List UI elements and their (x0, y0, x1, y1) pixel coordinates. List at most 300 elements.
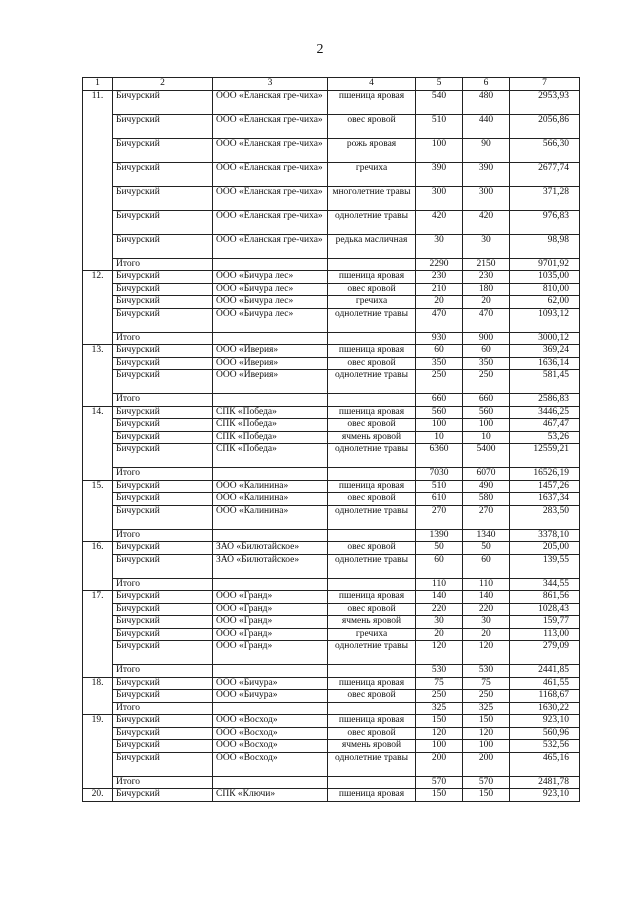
crop-cell: овес яровой (328, 114, 416, 138)
area-planned-cell: 10 (416, 431, 463, 444)
district-cell: Бичурский (113, 603, 213, 616)
crop-cell: гречиха (328, 162, 416, 186)
table-row (83, 296, 580, 309)
table-row (83, 431, 580, 444)
page-number: 2 (316, 42, 324, 57)
table-row (83, 114, 580, 138)
organization-cell: ООО «Еланская гре-чиха» (213, 234, 328, 258)
table-row (83, 740, 580, 753)
total-area-actual-cell: 530 (463, 665, 510, 678)
district-cell: Бичурский (113, 90, 213, 114)
area-planned-cell: 220 (416, 603, 463, 616)
total-label-cell: Итого (113, 578, 213, 591)
crop-cell: пшеница яровая (328, 345, 416, 358)
area-actual-cell: 180 (463, 283, 510, 296)
table-row (83, 505, 580, 529)
total-row (83, 258, 580, 271)
area-planned-cell: 30 (416, 616, 463, 629)
area-actual-cell: 20 (463, 628, 510, 641)
area-actual-cell: 490 (463, 480, 510, 493)
district-cell: Бичурский (113, 271, 213, 284)
header-cell: 4 (328, 78, 416, 91)
empty-cell (328, 578, 416, 591)
district-cell: Бичурский (113, 308, 213, 332)
header-row (83, 78, 580, 91)
crop-cell: пшеница яровая (328, 271, 416, 284)
row-number-cell: 13. (83, 345, 113, 407)
empty-cell (213, 468, 328, 481)
empty-cell (328, 468, 416, 481)
area-planned-cell: 230 (416, 271, 463, 284)
total-area-actual-cell: 2150 (463, 258, 510, 271)
area-actual-cell: 5400 (463, 444, 510, 468)
area-actual-cell: 50 (463, 542, 510, 555)
district-cell: Бичурский (113, 591, 213, 604)
district-cell: Бичурский (113, 727, 213, 740)
table-row (83, 90, 580, 114)
table-row (83, 715, 580, 728)
total-area-actual-cell: 325 (463, 702, 510, 715)
area-actual-cell: 30 (463, 616, 510, 629)
area-actual-cell: 580 (463, 493, 510, 506)
amount-cell: 810,00 (510, 283, 580, 296)
amount-cell: 2056,86 (510, 114, 580, 138)
crop-cell: однолетние травы (328, 505, 416, 529)
district-cell: Бичурский (113, 505, 213, 529)
area-actual-cell: 30 (463, 234, 510, 258)
amount-cell: 923,10 (510, 715, 580, 728)
area-planned-cell: 100 (416, 419, 463, 432)
crop-cell: пшеница яровая (328, 480, 416, 493)
amount-cell: 369,24 (510, 345, 580, 358)
amount-cell: 62,00 (510, 296, 580, 309)
empty-cell (328, 332, 416, 345)
organization-cell: ООО «Восход» (213, 727, 328, 740)
amount-cell: 371,28 (510, 186, 580, 210)
organization-cell: СПК «Победа» (213, 406, 328, 419)
empty-cell (213, 702, 328, 715)
organization-cell: ООО «Бичура» (213, 677, 328, 690)
table-row (83, 727, 580, 740)
total-row (83, 665, 580, 678)
total-amount-cell: 2586,83 (510, 394, 580, 407)
area-planned-cell: 150 (416, 715, 463, 728)
area-planned-cell: 470 (416, 308, 463, 332)
header-cell: 6 (463, 78, 510, 91)
district-cell: Бичурский (113, 444, 213, 468)
table-row (83, 357, 580, 370)
area-actual-cell: 10 (463, 431, 510, 444)
total-label-cell: Итого (113, 332, 213, 345)
organization-cell: ООО «Восход» (213, 715, 328, 728)
organization-cell: ООО «Еланская гре-чиха» (213, 186, 328, 210)
amount-cell: 467,47 (510, 419, 580, 432)
amount-cell: 98,98 (510, 234, 580, 258)
crop-cell: однолетние травы (328, 554, 416, 578)
crop-cell: овес яровой (328, 542, 416, 555)
amount-cell: 1028,43 (510, 603, 580, 616)
crop-cell: овес яровой (328, 419, 416, 432)
row-number-cell: 15. (83, 480, 113, 542)
table-row (83, 234, 580, 258)
total-label-cell: Итого (113, 665, 213, 678)
amount-cell: 2953,93 (510, 90, 580, 114)
district-cell: Бичурский (113, 554, 213, 578)
total-area-planned-cell: 2290 (416, 258, 463, 271)
area-actual-cell: 350 (463, 357, 510, 370)
total-row (83, 578, 580, 591)
area-planned-cell: 60 (416, 554, 463, 578)
total-row (83, 702, 580, 715)
table-row (83, 162, 580, 186)
amount-cell: 3446,25 (510, 406, 580, 419)
district-cell: Бичурский (113, 138, 213, 162)
row-number-cell: 14. (83, 406, 113, 480)
empty-cell (213, 529, 328, 542)
total-area-actual-cell: 570 (463, 776, 510, 789)
empty-cell (328, 702, 416, 715)
empty-cell (213, 332, 328, 345)
table-row (83, 641, 580, 665)
amount-cell: 2677,74 (510, 162, 580, 186)
area-planned-cell: 100 (416, 138, 463, 162)
area-planned-cell: 390 (416, 162, 463, 186)
table-row (83, 406, 580, 419)
area-planned-cell: 120 (416, 641, 463, 665)
area-planned-cell: 250 (416, 370, 463, 394)
empty-cell (328, 394, 416, 407)
amount-cell: 566,30 (510, 138, 580, 162)
table-row (83, 138, 580, 162)
header-cell: 1 (83, 78, 113, 91)
amount-cell: 861,56 (510, 591, 580, 604)
total-area-planned-cell: 110 (416, 578, 463, 591)
crop-cell: пшеница яровая (328, 591, 416, 604)
organization-cell: ООО «Бичура лес» (213, 296, 328, 309)
empty-cell (213, 394, 328, 407)
amount-cell: 1035,00 (510, 271, 580, 284)
table-row (83, 493, 580, 506)
area-actual-cell: 390 (463, 162, 510, 186)
amount-cell: 279,09 (510, 641, 580, 665)
crop-cell: овес яровой (328, 357, 416, 370)
amount-cell: 53,26 (510, 431, 580, 444)
area-actual-cell: 140 (463, 591, 510, 604)
area-actual-cell: 120 (463, 641, 510, 665)
district-cell: Бичурский (113, 542, 213, 555)
crop-cell: пшеница яровая (328, 715, 416, 728)
row-number-cell: 17. (83, 591, 113, 678)
district-cell: Бичурский (113, 431, 213, 444)
table-row (83, 591, 580, 604)
empty-cell (328, 665, 416, 678)
area-planned-cell: 60 (416, 345, 463, 358)
amount-cell: 581,45 (510, 370, 580, 394)
area-planned-cell: 250 (416, 690, 463, 703)
district-cell: Бичурский (113, 628, 213, 641)
table-row (83, 444, 580, 468)
organization-cell: ООО «Гранд» (213, 616, 328, 629)
organization-cell: ООО «Иверия» (213, 370, 328, 394)
total-area-planned-cell: 325 (416, 702, 463, 715)
district-cell: Бичурский (113, 740, 213, 753)
crop-cell: однолетние травы (328, 444, 416, 468)
organization-cell: СПК «Победа» (213, 444, 328, 468)
amount-cell: 1637,34 (510, 493, 580, 506)
amount-cell: 139,55 (510, 554, 580, 578)
crop-cell: гречиха (328, 628, 416, 641)
crop-cell: пшеница яровая (328, 789, 416, 802)
district-cell: Бичурский (113, 370, 213, 394)
organization-cell: СПК «Победа» (213, 431, 328, 444)
total-row (83, 468, 580, 481)
organization-cell: ООО «Бичура лес» (213, 271, 328, 284)
organization-cell: ЗАО «Билютайское» (213, 542, 328, 555)
amount-cell: 283,50 (510, 505, 580, 529)
district-cell: Бичурский (113, 480, 213, 493)
crop-cell: пшеница яровая (328, 677, 416, 690)
row-number-cell: 11. (83, 90, 113, 271)
organization-cell: ООО «Еланская гре-чиха» (213, 90, 328, 114)
total-row (83, 776, 580, 789)
total-area-actual-cell: 660 (463, 394, 510, 407)
area-actual-cell: 250 (463, 370, 510, 394)
district-cell: Бичурский (113, 641, 213, 665)
district-cell: Бичурский (113, 419, 213, 432)
total-row (83, 394, 580, 407)
total-amount-cell: 2441,85 (510, 665, 580, 678)
crop-cell: овес яровой (328, 603, 416, 616)
area-actual-cell: 200 (463, 752, 510, 776)
total-row (83, 332, 580, 345)
organization-cell: ООО «Калинина» (213, 493, 328, 506)
district-cell: Бичурский (113, 616, 213, 629)
area-actual-cell: 250 (463, 690, 510, 703)
total-row (83, 529, 580, 542)
organization-cell: ООО «Бичура лес» (213, 283, 328, 296)
amount-cell: 1093,12 (510, 308, 580, 332)
district-cell: Бичурский (113, 493, 213, 506)
area-planned-cell: 30 (416, 234, 463, 258)
area-planned-cell: 300 (416, 186, 463, 210)
area-actual-cell: 90 (463, 138, 510, 162)
crop-cell: овес яровой (328, 727, 416, 740)
organization-cell: ООО «Иверия» (213, 357, 328, 370)
crop-cell: редька масличная (328, 234, 416, 258)
total-amount-cell: 2481,78 (510, 776, 580, 789)
area-planned-cell: 510 (416, 480, 463, 493)
area-planned-cell: 6360 (416, 444, 463, 468)
district-cell: Бичурский (113, 162, 213, 186)
total-amount-cell: 3378,10 (510, 529, 580, 542)
crop-subsidy-table (82, 77, 580, 802)
organization-cell: ООО «Калинина» (213, 480, 328, 493)
total-label-cell: Итого (113, 776, 213, 789)
area-actual-cell: 20 (463, 296, 510, 309)
table-row (83, 677, 580, 690)
crop-cell: овес яровой (328, 690, 416, 703)
district-cell: Бичурский (113, 677, 213, 690)
total-label-cell: Итого (113, 702, 213, 715)
crop-cell: однолетние травы (328, 641, 416, 665)
total-amount-cell: 3000,12 (510, 332, 580, 345)
organization-cell: ООО «Гранд» (213, 603, 328, 616)
amount-cell: 159,77 (510, 616, 580, 629)
crop-cell: многолетние травы (328, 186, 416, 210)
organization-cell: СПК «Победа» (213, 419, 328, 432)
total-label-cell: Итого (113, 258, 213, 271)
area-actual-cell: 150 (463, 789, 510, 802)
area-planned-cell: 270 (416, 505, 463, 529)
total-area-planned-cell: 660 (416, 394, 463, 407)
district-cell: Бичурский (113, 210, 213, 234)
organization-cell: ООО «Восход» (213, 740, 328, 753)
total-area-planned-cell: 930 (416, 332, 463, 345)
total-label-cell: Итого (113, 394, 213, 407)
organization-cell: ООО «Иверия» (213, 345, 328, 358)
amount-cell: 532,56 (510, 740, 580, 753)
area-actual-cell: 60 (463, 345, 510, 358)
district-cell: Бичурский (113, 283, 213, 296)
organization-cell: ООО «Бичура» (213, 690, 328, 703)
row-number-cell: 18. (83, 677, 113, 715)
table-row (83, 480, 580, 493)
crop-cell: однолетние травы (328, 210, 416, 234)
header-cell: 7 (510, 78, 580, 91)
area-actual-cell: 220 (463, 603, 510, 616)
district-cell: Бичурский (113, 789, 213, 802)
total-area-actual-cell: 1340 (463, 529, 510, 542)
area-planned-cell: 200 (416, 752, 463, 776)
organization-cell: ООО «Калинина» (213, 505, 328, 529)
table-row (83, 345, 580, 358)
table-row (83, 271, 580, 284)
crop-cell: овес яровой (328, 493, 416, 506)
area-actual-cell: 75 (463, 677, 510, 690)
total-amount-cell: 1630,22 (510, 702, 580, 715)
table-row (83, 603, 580, 616)
table-row (83, 752, 580, 776)
crop-cell: ячмень яровой (328, 740, 416, 753)
empty-cell (213, 258, 328, 271)
area-actual-cell: 100 (463, 419, 510, 432)
district-cell: Бичурский (113, 234, 213, 258)
row-number-cell: 20. (83, 789, 113, 802)
area-actual-cell: 150 (463, 715, 510, 728)
table-row (83, 789, 580, 802)
amount-cell: 976,83 (510, 210, 580, 234)
organization-cell: ООО «Бичура лес» (213, 308, 328, 332)
area-planned-cell: 150 (416, 789, 463, 802)
total-label-cell: Итого (113, 529, 213, 542)
total-area-actual-cell: 110 (463, 578, 510, 591)
total-area-planned-cell: 7030 (416, 468, 463, 481)
district-cell: Бичурский (113, 406, 213, 419)
empty-cell (213, 776, 328, 789)
district-cell: Бичурский (113, 186, 213, 210)
amount-cell: 1636,14 (510, 357, 580, 370)
total-area-planned-cell: 1390 (416, 529, 463, 542)
amount-cell: 1168,67 (510, 690, 580, 703)
area-planned-cell: 420 (416, 210, 463, 234)
organization-cell: ООО «Восход» (213, 752, 328, 776)
area-actual-cell: 230 (463, 271, 510, 284)
organization-cell: ООО «Еланская гре-чиха» (213, 114, 328, 138)
crop-cell: однолетние травы (328, 370, 416, 394)
empty-cell (328, 529, 416, 542)
total-label-cell: Итого (113, 468, 213, 481)
crop-cell: ячмень яровой (328, 431, 416, 444)
district-cell: Бичурский (113, 690, 213, 703)
organization-cell: ООО «Еланская гре-чиха» (213, 210, 328, 234)
area-planned-cell: 20 (416, 296, 463, 309)
total-amount-cell: 9701,92 (510, 258, 580, 271)
table-row (83, 690, 580, 703)
organization-cell: ООО «Гранд» (213, 628, 328, 641)
row-number-cell: 19. (83, 715, 113, 789)
organization-cell: ООО «Еланская гре-чиха» (213, 162, 328, 186)
crop-cell: однолетние травы (328, 308, 416, 332)
area-planned-cell: 140 (416, 591, 463, 604)
amount-cell: 113,00 (510, 628, 580, 641)
amount-cell: 12559,21 (510, 444, 580, 468)
district-cell: Бичурский (113, 296, 213, 309)
organization-cell: ЗАО «Билютайское» (213, 554, 328, 578)
district-cell: Бичурский (113, 357, 213, 370)
table-row (83, 628, 580, 641)
crop-cell: пшеница яровая (328, 406, 416, 419)
area-actual-cell: 120 (463, 727, 510, 740)
organization-cell: ООО «Гранд» (213, 641, 328, 665)
amount-cell: 560,96 (510, 727, 580, 740)
area-planned-cell: 350 (416, 357, 463, 370)
header-cell: 5 (416, 78, 463, 91)
total-area-actual-cell: 6070 (463, 468, 510, 481)
total-area-planned-cell: 570 (416, 776, 463, 789)
table-row (83, 308, 580, 332)
total-amount-cell: 16526,19 (510, 468, 580, 481)
row-number-cell: 12. (83, 271, 113, 345)
organization-cell: СПК «Ключи» (213, 789, 328, 802)
header-cell: 3 (213, 78, 328, 91)
area-planned-cell: 560 (416, 406, 463, 419)
table-row (83, 210, 580, 234)
area-planned-cell: 100 (416, 740, 463, 753)
area-actual-cell: 100 (463, 740, 510, 753)
amount-cell: 465,16 (510, 752, 580, 776)
table-row (83, 186, 580, 210)
district-cell: Бичурский (113, 345, 213, 358)
amount-cell: 205,00 (510, 542, 580, 555)
empty-cell (328, 776, 416, 789)
crop-cell: ячмень яровой (328, 616, 416, 629)
table-row (83, 370, 580, 394)
table-row (83, 283, 580, 296)
empty-cell (213, 665, 328, 678)
area-actual-cell: 480 (463, 90, 510, 114)
empty-cell (213, 578, 328, 591)
crop-cell: пшеница яровая (328, 90, 416, 114)
area-planned-cell: 540 (416, 90, 463, 114)
area-planned-cell: 210 (416, 283, 463, 296)
table-row (83, 542, 580, 555)
amount-cell: 1457,26 (510, 480, 580, 493)
crop-cell: однолетние травы (328, 752, 416, 776)
district-cell: Бичурский (113, 715, 213, 728)
table-row (83, 616, 580, 629)
area-actual-cell: 420 (463, 210, 510, 234)
area-actual-cell: 270 (463, 505, 510, 529)
